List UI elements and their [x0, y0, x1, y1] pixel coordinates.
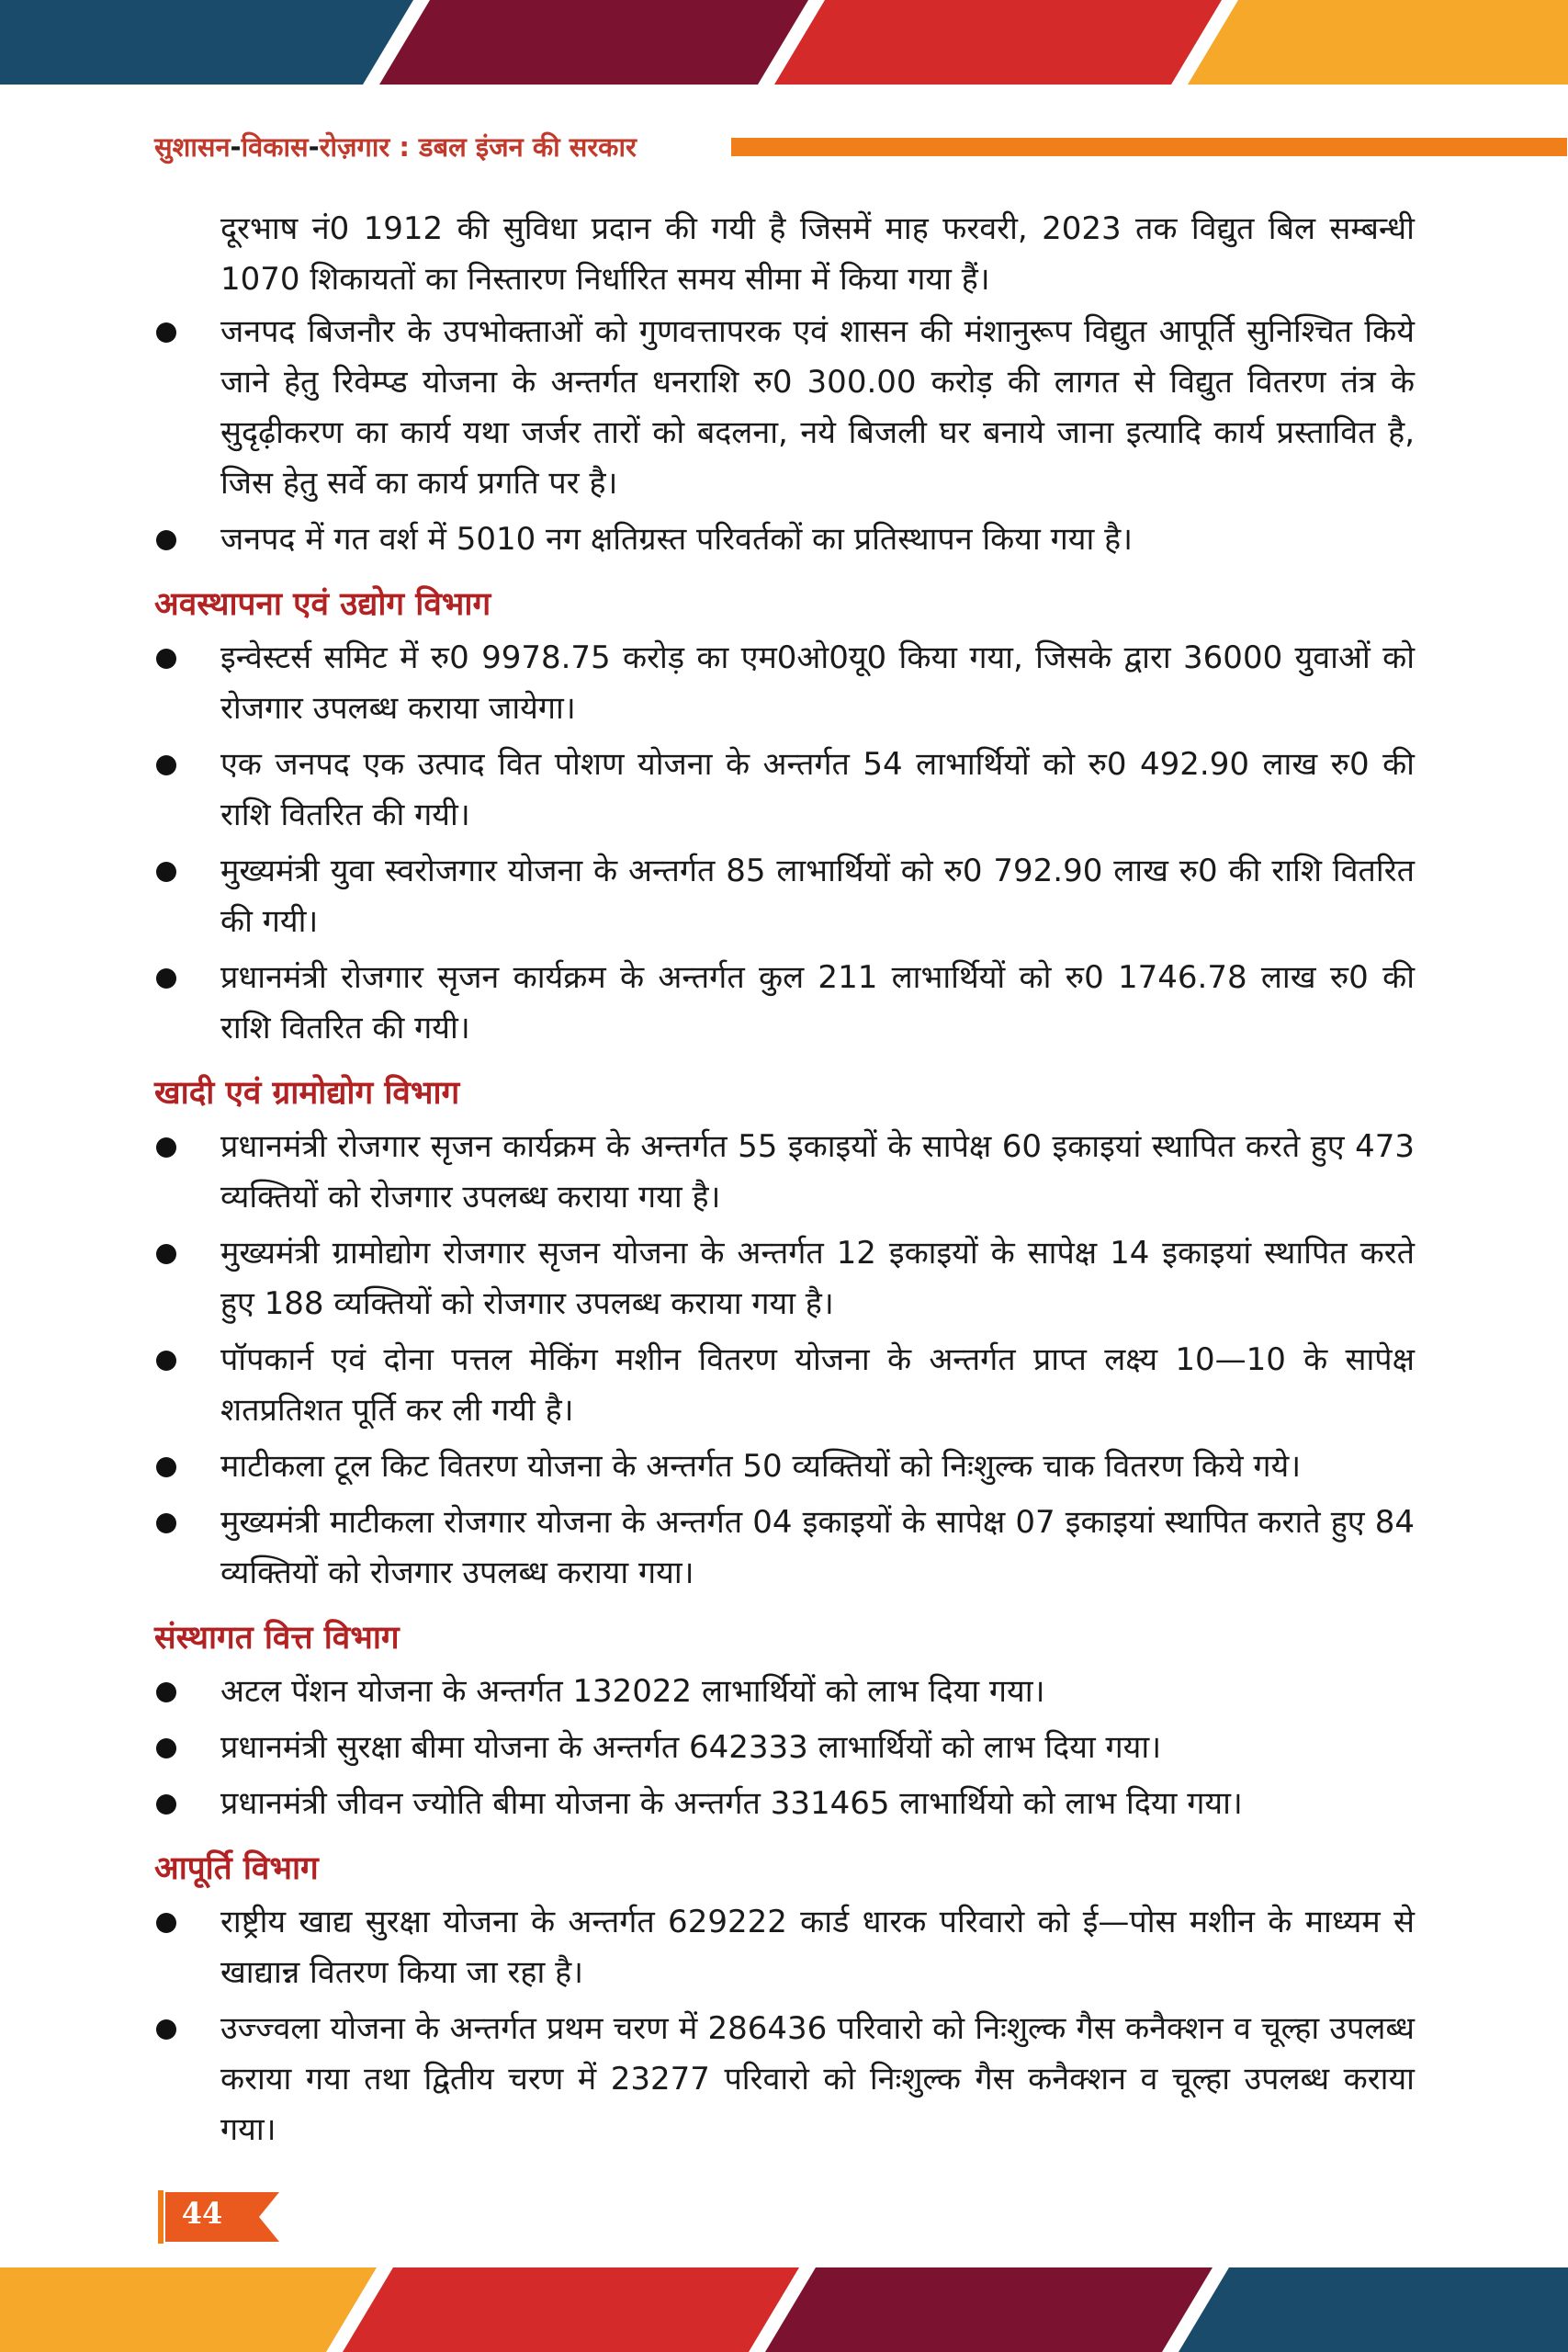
list-item [154, 1228, 1415, 1329]
list-item-text: उज्ज्वला योजना के अन्तर्गत प्रथम चरण में 286436 परिवारो को निःशुल्क गैस कनैक्शन व चूल्हा उपलब्ध कराया गया तथा द्वितीय चरण में 23277 परिवारो को निःशुल्क गैस कनैक्शन व चूल्हा उपलब्ध कराया गया। [220, 2010, 1415, 2148]
list-item-text: अटल पेंशन योजना के अन्तर्गत 132022 लाभार्थियों को लाभ दिया गया। [220, 1673, 1045, 1710]
list-item [154, 846, 1415, 947]
list-item [154, 1498, 1415, 1599]
list-item-text: प्रधानमंत्री रोजगार सृजन कार्यक्रम के अन्तर्गत कुल 211 लाभार्थियों को रु0 1746.78 लाख रु0 की राशि वितरित की गयी। [220, 959, 1415, 1046]
list-item [154, 633, 1415, 734]
main-content [154, 204, 1415, 2161]
section-heading: संस्थागत वित्त विभाग [154, 1620, 400, 1657]
bullet-icon [156, 1738, 176, 1758]
bullet-icon [156, 1351, 176, 1371]
list-item-text: प्रधानमंत्री रोजगार सृजन कार्यक्रम के अन्तर्गत 55 इकाइयों के सापेक्ष 60 इकाइयां स्थापित करते हुए 473 व्यक्तियों को रोजगार उपलब्ध कराया गया है। [220, 1128, 1415, 1216]
list-item-text: प्रधानमंत्री सुरक्षा बीमा योजना के अन्तर्गत 642333 लाभार्थियों को लाभ दिया गया। [220, 1729, 1162, 1766]
page-number-badge [158, 2190, 285, 2244]
bullet-icon [156, 530, 176, 550]
list-item [154, 740, 1415, 841]
bullet-icon [156, 1794, 176, 1815]
header-part-sushasan: सुशासन [154, 131, 231, 163]
list-item-text: मुख्यमंत्री युवा स्वरोजगार योजना के अन्तर्गत 85 लाभार्थियों को रु0 792.90 लाख रु0 की राशि वितरित की गयी। [220, 853, 1415, 940]
header-dash-2: - [308, 131, 320, 163]
intro-paragraph: दूरभाष नं0 1912 की सुविधा प्रदान की गयी है जिसमें माह फरवरी, 2023 तक विद्युत बिल सम्बन्धी 1070 शिकायतों का निस्तारण निर्धारित समय सीमा में किया गया हैं। [220, 210, 1415, 298]
bullet-icon [156, 1682, 176, 1702]
top-decorative-band [0, 0, 1568, 85]
header-rule [731, 138, 1567, 156]
section-heading: अवस्थापना एवं उद्योग विभाग [154, 586, 491, 623]
list-item-text: मुख्यमंत्री माटीकला रोजगार योजना के अन्तर्गत 04 इकाइयों के सापेक्ष 07 इकाइयां स्थापित कराते हुए 84 व्यक्तियों को रोजगार उपलब्ध कराया गया। [220, 1504, 1415, 1591]
list-item-text: जनपद बिजनौर के उपभोक्ताओं को गुणवत्तापरक एवं शासन की मंशानुरूप विद्युत आपूर्ति सुनिश्चित किये जाने हेतु रिवेम्प्ड योजना के अन्तर्गत धनराशि रु0 300.00 करोड़ की लागत से विद्युत वितरण तंत्र के सुदृढ़ीकरण का कार्य यथा जर्जर तारों को बदलना, नये बिजली घर बनाये जाना इत्यादि कार्य प्रस्तावित है, जिस हेतु सर्वे का कार्य प्रगति पर है। [220, 313, 1415, 502]
header-part-rozgar: रोज़गार [319, 131, 390, 163]
bullet-icon [156, 322, 176, 343]
list-item [154, 2004, 1415, 2155]
list-item [154, 307, 1415, 509]
list-item [154, 953, 1415, 1054]
bullet-icon [156, 649, 176, 669]
header-title [154, 129, 637, 164]
list-item-text: माटीकला टूल किट वितरण योजना के अन्तर्गत 50 व्यक्तियों को निःशुल्क चाक वितरण किये गये। [220, 1448, 1302, 1485]
bullet-icon [156, 2019, 176, 2040]
section-heading: आपूर्ति विभाग [154, 1850, 319, 1887]
list-item-text: राष्ट्रीय खाद्य सुरक्षा योजना के अन्तर्गत 629222 कार्ड धारक परिवारो को ई—पोस मशीन के माध्यम से खाद्यान्न वितरण किया जा रहा है। [220, 1904, 1415, 1991]
section-heading: खादी एवं ग्रामोद्योग विभाग [154, 1075, 460, 1112]
header-dash-1: - [230, 131, 242, 163]
list-item [154, 1779, 1415, 1829]
list-item-text: जनपद में गत वर्श में 5010 नग क्षतिग्रस्त परिवर्तकों का प्रतिस्थापन किया गया है। [220, 521, 1134, 558]
list-item-text: मुख्यमंत्री ग्रामोद्योग रोजगार सृजन योजना के अन्तर्गत 12 इकाइयों के सापेक्ष 14 इकाइयां स्थापित करते हुए 188 व्यक्तियों को रोजगार उपलब्ध कराया गया है। [220, 1235, 1415, 1322]
list-item-text: प्रधानमंत्री जीवन ज्योति बीमा योजना के अन्तर्गत 331465 लाभार्थियो को लाभ दिया गया। [220, 1785, 1243, 1822]
list-item [154, 1442, 1415, 1492]
bullet-icon [156, 862, 176, 882]
bullet-icon [156, 1913, 176, 1933]
page-number: 44 [181, 2196, 223, 2231]
header-part-rest: : डबल इंजन की सरकार [389, 131, 637, 163]
bullet-icon [156, 1457, 176, 1477]
list-item [154, 1723, 1415, 1773]
list-item [154, 514, 1415, 565]
bottom-decorative-band [0, 2267, 1568, 2352]
bullet-icon [156, 968, 176, 989]
bullet-icon [156, 755, 176, 775]
bullet-icon [156, 1513, 176, 1533]
list-item [154, 1667, 1415, 1717]
list-item-text: एक जनपद एक उत्पाद वित पोशण योजना के अन्तर्गत 54 लाभार्थियों को रु0 492.90 लाख रु0 की राशि वितरित की गयी। [220, 746, 1415, 833]
bullet-icon [156, 1137, 176, 1158]
bullet-icon [156, 1244, 176, 1264]
running-header [154, 125, 1415, 169]
list-item-text: इन्वेस्टर्स समिट में रु0 9978.75 करोड़ का एम0ओ0यू0 किया गया, जिसके द्वारा 36000 युवाओं को रोजगार उपलब्ध कराया जायेगा। [220, 639, 1415, 727]
list-item-text: पॉपकार्न एवं दोना पत्तल मेकिंग मशीन वितरण योजना के अन्तर्गत प्राप्त लक्ष्य 10—10 के सापेक्ष शतप्रतिशत पूर्ति कर ली गयी है। [220, 1341, 1415, 1429]
header-part-vikas: विकास [241, 131, 309, 163]
list-item [154, 1897, 1415, 1998]
list-item [154, 1122, 1415, 1223]
list-item [154, 1335, 1415, 1436]
